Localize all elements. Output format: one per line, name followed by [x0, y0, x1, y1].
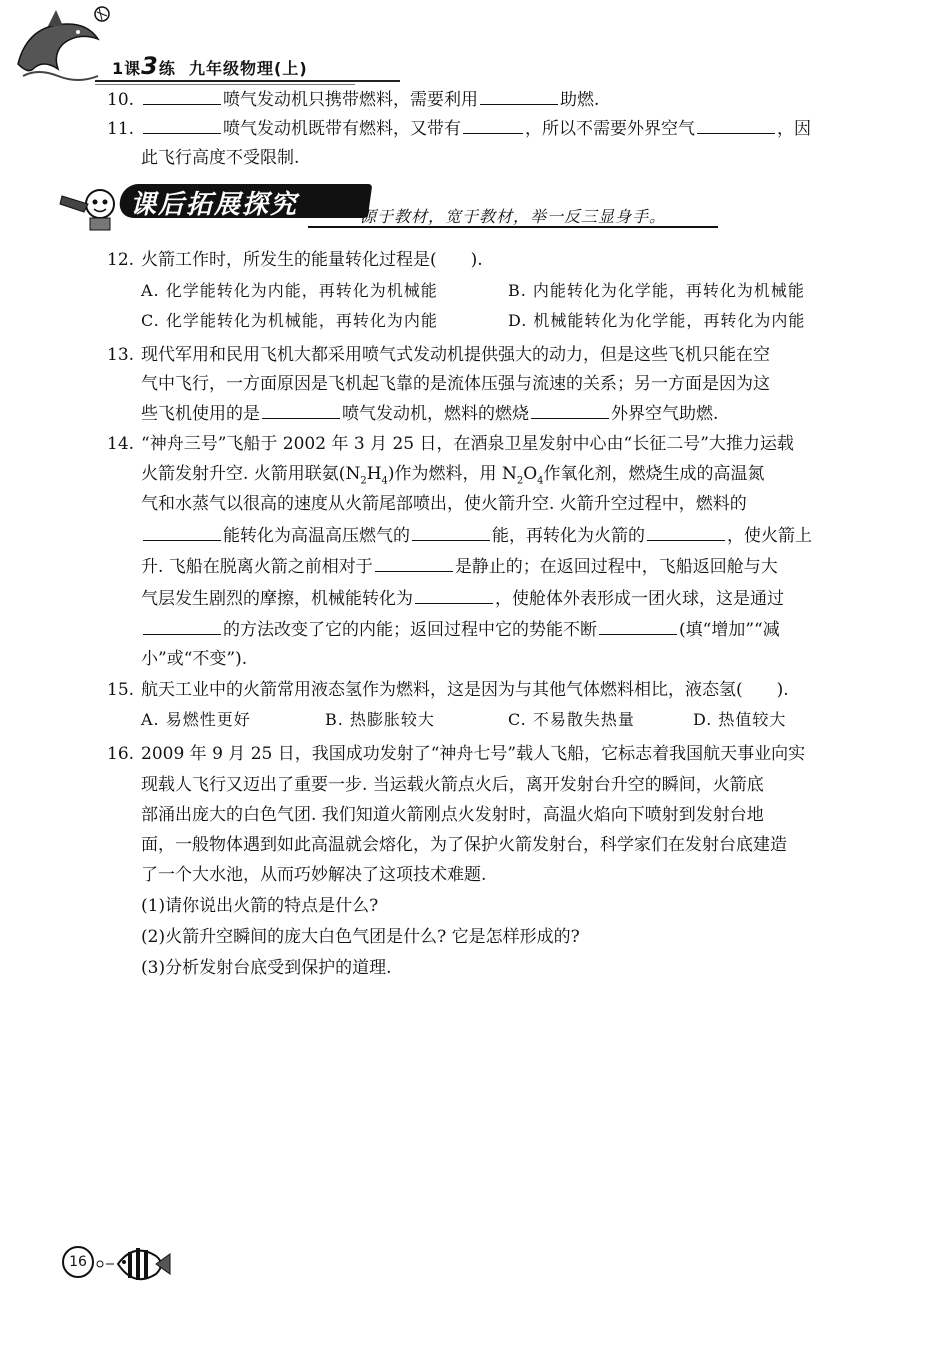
answer-blank[interactable] [412, 522, 490, 541]
question-16-sub-1: (1)请你说出火箭的特点是什么? [141, 896, 379, 916]
answer-blank[interactable] [143, 86, 221, 105]
option-a[interactable]: A. 化学能转化为内能，再转化为机械能 [141, 281, 438, 300]
question-14-line-7 [141, 616, 780, 643]
question-14-line-8: 小”或“不变”). [141, 649, 248, 669]
answer-blank[interactable] [143, 522, 221, 541]
question-text: (填“增加”“减 [679, 620, 780, 640]
answer-blank[interactable] [697, 115, 775, 134]
question-text: 喷气发动机既带有燃料，又带有 [223, 119, 461, 139]
question-text: 现代军用和民用飞机大都采用喷气式发动机提供强大的动力，但是这些飞机只能在空 [141, 345, 770, 365]
question-text: ，使火箭上 [727, 526, 812, 546]
question-text: 外界空气助燃. [611, 404, 719, 424]
question-12 [107, 247, 483, 273]
lesson-prefix: 1课 [112, 59, 142, 78]
option-b[interactable]: B. 热膨胀较大 [325, 710, 435, 729]
question-15 [107, 677, 789, 703]
subscript: 4 [537, 475, 544, 487]
question-stem: 火箭工作时，所发生的能量转化过程是( ). [141, 250, 483, 270]
question-text: ，所以不需要外界空气 [525, 119, 695, 139]
question-text: 喷气发动机，燃料的燃烧 [342, 404, 529, 424]
question-text: 些飞机使用的是 [141, 404, 260, 424]
fish-decoration-icon [94, 1234, 174, 1294]
page-number: 16 [62, 1246, 94, 1278]
question-text: 作氧化剂，燃烧生成的高温氮 [543, 464, 765, 484]
answer-blank[interactable] [415, 585, 493, 604]
section-underline [308, 226, 718, 228]
question-13-line-3 [141, 400, 718, 427]
page-header [0, 0, 950, 90]
question-text: ，使舱体外表形成一团火球，这是通过 [495, 589, 784, 609]
question-number: 15. [107, 680, 135, 700]
question-16-line-5: 了一个大水池，从而巧妙解决了这项技术难题. [141, 865, 487, 885]
question-number: 14. [107, 434, 135, 454]
question-number: 10. [107, 90, 135, 110]
option-a[interactable]: A. 易燃性更好 [141, 710, 251, 729]
cartoon-mascot-icon [58, 182, 128, 232]
subscript: 2 [360, 475, 367, 487]
question-text: 2009 年 9 月 25 日，我国成功发射了“神舟七号”载人飞船，它标志着我国航天事业向实 [141, 744, 806, 764]
question-11 [107, 115, 811, 142]
dolphin-logo-icon [8, 4, 118, 84]
option-d[interactable]: D. 热值较大 [693, 710, 787, 729]
question-13-line-2: 气中飞行，一方面原因是飞机起飞靠的是流体压强与流速的关系；另一方面是因为这 [141, 374, 770, 394]
answer-blank[interactable] [463, 115, 523, 134]
question-number: 11. [107, 119, 135, 139]
question-14-line-2 [141, 461, 765, 494]
question-text: ，因 [777, 119, 811, 139]
question-number: 16. [107, 744, 135, 764]
question-number: 12. [107, 250, 135, 270]
question-16-line-3: 部涌出庞大的白色气团. 我们知道火箭刚点火发射时，高温火焰向下喷射到发射台地 [141, 805, 764, 825]
question-16-line-2: 现载人飞行又迈出了重要一步. 当运载火箭点火后，离开发射台升空的瞬间，火箭底 [141, 775, 764, 795]
option-c[interactable]: C. 不易散失热量 [508, 710, 635, 729]
question-text: 喷气发动机只携带燃料，需要利用 [223, 90, 478, 110]
answer-blank[interactable] [599, 616, 677, 635]
answer-blank[interactable] [647, 522, 725, 541]
question-text: 火箭发射升空. 火箭用联氨(N [141, 464, 361, 484]
subscript: 4 [381, 475, 388, 487]
header-title [112, 52, 308, 80]
question-text: 能，再转化为火箭的 [492, 526, 645, 546]
question-10 [107, 86, 599, 113]
question-14-line-5 [141, 553, 778, 580]
header-rule [95, 80, 400, 82]
lesson-suffix: 练 [158, 59, 176, 78]
question-text: 的方法改变了它的内能；返回过程中它的势能不断 [223, 620, 597, 640]
question-text: 能转化为高温高压燃气的 [223, 526, 410, 546]
header-rule-secondary [95, 84, 355, 85]
question-14-line-6 [141, 585, 784, 612]
subscript: 2 [516, 475, 524, 487]
question-16-sub-3: (3)分析发射台底受到保护的道理. [141, 958, 392, 978]
question-text: “神舟三号”飞船于 2002 年 3 月 25 日，在酒泉卫星发射中心由“长征二号”大推力运载 [141, 434, 794, 454]
question-text: O [523, 464, 538, 484]
option-c[interactable]: C. 化学能转化为机械能，再转化为内能 [141, 311, 438, 330]
question-text: 是静止的；在返回过程中，飞船返回舱与大 [454, 557, 778, 577]
question-text: 升. 飞船在脱离火箭之前相对于 [141, 557, 373, 577]
answer-blank[interactable] [531, 400, 609, 419]
question-11-continuation: 此飞行高度不受限制. [141, 148, 300, 168]
question-stem: 航天工业中的火箭常用液态氢作为燃料，这是因为与其他气体燃料相比，液态氢( ). [141, 680, 789, 700]
question-text: H [366, 464, 382, 484]
lesson-number: 3 [141, 52, 159, 80]
question-text: 助燃. [560, 90, 600, 110]
section-banner [58, 182, 668, 232]
question-number: 13. [107, 345, 135, 365]
answer-blank[interactable] [262, 400, 340, 419]
option-b[interactable]: B. 内能转化为化学能，再转化为机械能 [508, 281, 805, 300]
question-text: 气层发生剧烈的摩擦，机械能转化为 [141, 589, 413, 609]
book-title: 九年级物理(上) [189, 59, 308, 78]
section-title: 课后拓展探究 [130, 190, 299, 220]
question-13 [107, 342, 770, 368]
question-14 [107, 431, 794, 457]
question-14-line-3: 气和水蒸气以很高的速度从火箭尾部喷出，使火箭升空. 火箭升空过程中，燃料的 [141, 494, 747, 514]
question-16 [107, 741, 805, 767]
option-d[interactable]: D. 机械能转化为化学能，再转化为内能 [508, 311, 806, 330]
question-text: )作为燃料，用 N [387, 464, 517, 484]
answer-blank[interactable] [375, 553, 453, 572]
answer-blank[interactable] [143, 616, 221, 635]
question-14-line-4 [141, 522, 812, 549]
question-16-line-4: 面，一般物体遇到如此高温就会熔化，为了保护火箭发射台，科学家们在发射台底建造 [141, 835, 787, 855]
section-tagline: 源于教材，宽于教材，举一反三显身手。 [360, 207, 667, 226]
question-16-sub-2: (2)火箭升空瞬间的庞大白色气团是什么? 它是怎样形成的? [141, 927, 580, 947]
answer-blank[interactable] [143, 115, 221, 134]
answer-blank[interactable] [480, 86, 558, 105]
